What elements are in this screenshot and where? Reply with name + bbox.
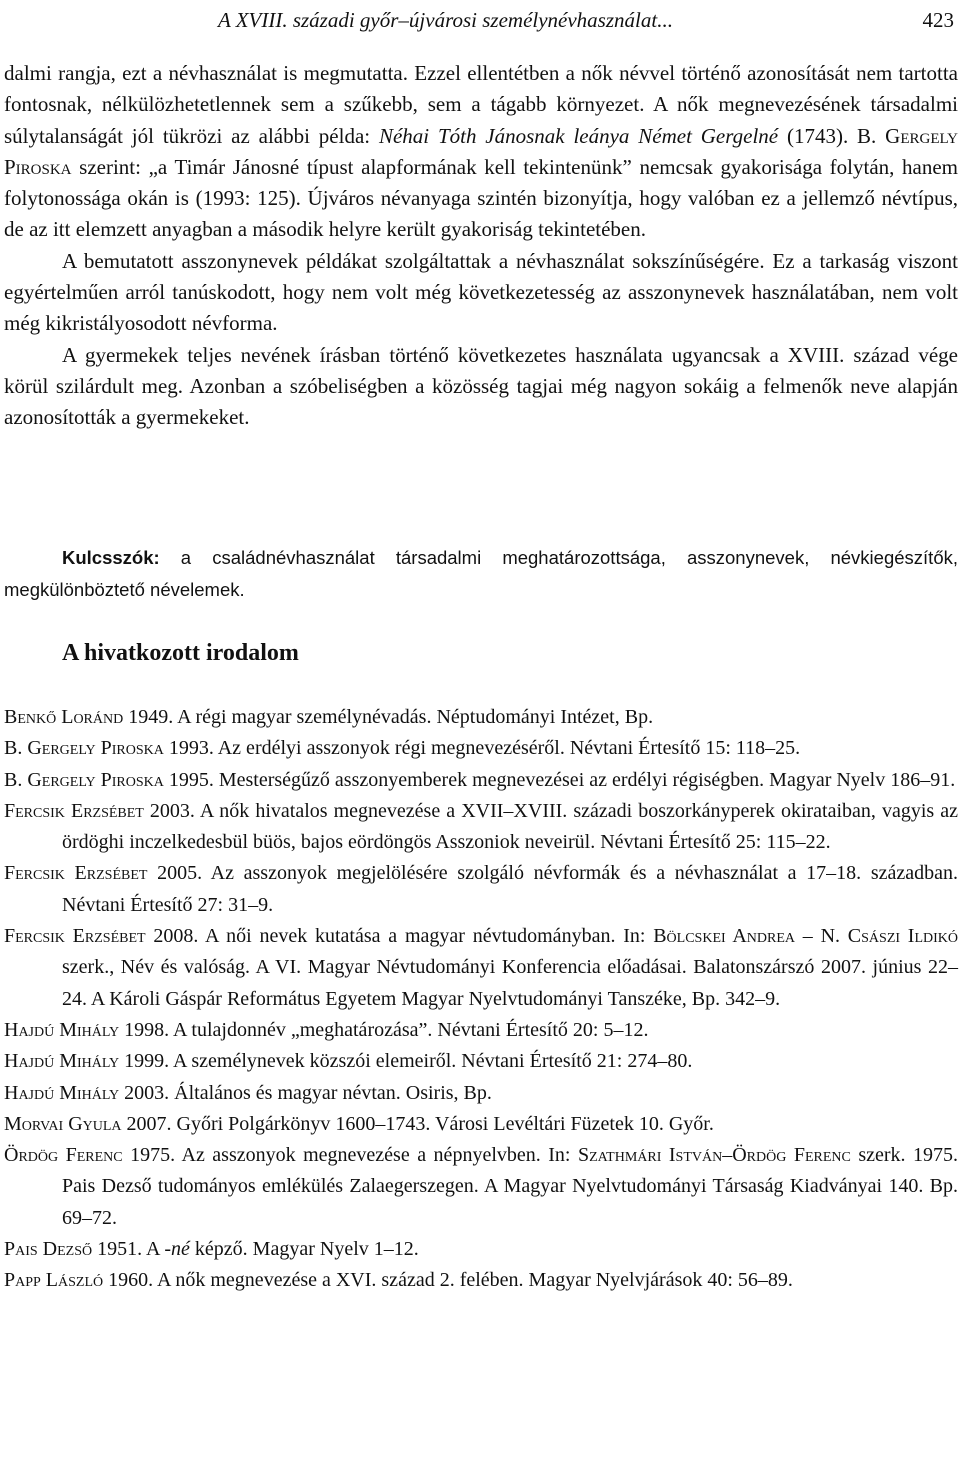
- paragraph: [4, 246, 958, 340]
- reference-entry: [4, 858, 958, 921]
- text-segment: szerk. 1975. Pais Dezső tudományos emlékülés Zalaegerszegen. A Magyar Nyelvtudományi Társaság Kiadványai 140. Bp. 69–72.: [62, 1144, 959, 1229]
- text-segment: – N.: [795, 925, 848, 948]
- italic-text: Néhai Tóth Jánosnak leánya Német Gergelné: [378, 123, 779, 148]
- author-name: Gergely Piroska: [27, 768, 164, 791]
- text-segment: szerk., Név és valóság. A VI. Magyar Névtudományi Konferencia előadásai. Balatonszárszó 2007. június 22–24. A Károli Gáspár Református Egyetem Magyar Nyelvtudományi Tanszéke, Bp. 342–9.: [62, 956, 958, 1010]
- author-name: Hajdú Mihály: [4, 1018, 120, 1041]
- author-name: Benkő Loránd: [4, 706, 124, 728]
- author-name: Fercsik Erzsébet: [4, 862, 148, 885]
- text-segment: 1993. Az erdélyi asszonyok régi megnevezéséről. Névtani Értesítő 15: 118–25.: [163, 737, 801, 760]
- page-number: 423: [922, 8, 954, 32]
- body-text: [4, 58, 958, 434]
- author-name: Fercsik Erzsébet: [4, 925, 146, 948]
- author-name: Gergely Piroska: [4, 123, 958, 179]
- author-name: Bölcskei Andrea: [653, 925, 796, 948]
- text-segment: B.: [4, 768, 28, 791]
- keywords-label: Kulcsszók:: [62, 547, 160, 568]
- text-segment: dalmi rangja, ezt a névhasználat is megmutatta. Ezzel ellentétben a nők névvel történő azonosítását nem tartotta fontosnak, nélkülözhetetlennek sem a szűkebb, sem a tágabb környezet. A nők megnevezésének társadalmi súlytalanságát jól tükrözi az alábbi példa:: [4, 61, 958, 148]
- text-segment: képző. Magyar Nyelv 1–12.: [189, 1238, 419, 1261]
- text-segment: 2005. Az asszonyok megjelölésére szolgáló névformák és a névhasználat a 17–18. században. Névtani Értesítő 27: 31–9.: [62, 862, 958, 916]
- text-segment: 2007. Győri Polgárkönyv 1600–1743. Városi Levéltári Füzetek 10. Győr.: [121, 1112, 714, 1135]
- reference-entry: [4, 1015, 958, 1046]
- reference-entry: [4, 921, 958, 1015]
- keywords-block: [4, 542, 958, 606]
- author-name: Morvai Gyula: [4, 1112, 122, 1135]
- paragraph: [4, 340, 958, 434]
- author-name: Fercsik Erzsébet: [4, 799, 144, 822]
- text-segment: 1999. A személynevek közszói elemeiről. Névtani Értesítő 21: 274–80.: [119, 1050, 693, 1073]
- reference-entry: [4, 1078, 958, 1109]
- text-segment: 1949. A régi magyar személynévadás. Néptudományi Intézet, Bp.: [123, 706, 654, 728]
- reference-entry: [4, 1140, 958, 1234]
- reference-entry: [4, 1265, 958, 1296]
- text-segment: 2003. Általános és magyar névtan. Osiris, Bp.: [119, 1081, 492, 1104]
- text-segment: A gyermekek teljes nevének írásban történő következetes használata ugyancsak a XVIII. század vége körül szilárdult meg. Azonban a szóbeliségben a közösség tagjai még nagyon sokáig a felmenők neve alapján azonosították a gyermekeket.: [4, 342, 958, 430]
- text-segment: 1960. A nők megnevezése a XVI. század 2. felében. Magyar Nyelvjárások 40: 56–89.: [103, 1269, 793, 1292]
- reference-entry: [4, 765, 958, 796]
- text-segment: szerint: „a Timár Jánosné típust alapformának kell tekintenünk” nemcsak gyakorisága folytán, hanem folytonossága okán is (1993: 125). Újváros névanyaga szintén bizonyítja, hogy valóban ez a jellemző névtípus, de az itt elemzett anyagban a második helyre került gyakoriság tekintetében.: [4, 154, 958, 242]
- reference-list: [4, 702, 958, 1297]
- author-name: Hajdú Mihály: [4, 1050, 120, 1073]
- text-segment: (1743). B.: [778, 123, 886, 148]
- italic-text: -né: [164, 1238, 190, 1261]
- reference-entry: [4, 1046, 958, 1077]
- author-name: Császi Ildikó: [847, 925, 959, 948]
- author-name: Szathmári István: [577, 1144, 723, 1167]
- text-segment: 1998. A tulajdonnév „meghatározása”. Névtani Értesítő 20: 5–12.: [119, 1018, 649, 1041]
- author-name: Pais Dezső: [4, 1238, 93, 1261]
- reference-entry: [4, 1109, 958, 1140]
- text-segment: 2008. A női nevek kutatása a magyar névtudományban. In:: [145, 925, 654, 948]
- reference-entry: [4, 733, 958, 764]
- text-segment: A bemutatott asszonynevek példákat szolgáltattak a névhasználat sokszínűségére. Ez a tarkaság viszont egyértelműen arról tanúskodott, hogy nem volt még következetesség az asszonynevek használatában, nem volt még kikristályosodott névforma.: [4, 248, 958, 336]
- author-name: Ördög Ferenc: [732, 1144, 851, 1167]
- author-name: Gergely Piroska: [27, 737, 164, 760]
- running-title: A XVIII. századi győr–újvárosi személynévhasználat...: [218, 8, 673, 32]
- references-title: A hivatkozott irodalom: [62, 640, 299, 666]
- text-segment: –: [722, 1144, 733, 1167]
- text-segment: B.: [4, 737, 28, 760]
- author-name: Hajdú Mihály: [4, 1081, 120, 1104]
- paragraph: [4, 58, 958, 246]
- running-header: [0, 4, 960, 36]
- author-name: Papp László: [4, 1269, 104, 1292]
- text-segment: 2003. A nők hivatalos megnevezése a XVII–XVIII. századi boszorkányperek okirataiban, vagyis az ördöghi inczelkedesbül büös, bajos eördöngös Asszoniok neveirül. Névtani Értesítő 25: 115–22.: [62, 799, 958, 854]
- author-name: Ördög Ferenc: [4, 1144, 123, 1167]
- reference-entry: [4, 1234, 958, 1265]
- keywords-text: a családnévhasználat társadalmi meghatározottsága, asszonynevek, névkiegészítők, megkülönböztető névelemek.: [4, 547, 958, 600]
- text-segment: 1975. Az asszonyok megnevezése a népnyelvben. In:: [122, 1144, 578, 1167]
- reference-entry: [4, 702, 958, 733]
- reference-entry: [4, 796, 958, 859]
- text-segment: 1951. A: [92, 1238, 165, 1261]
- text-segment: 1995. Mesterségűző asszonyemberek megnevezései az erdélyi régiségben. Magyar Nyelv 186–91.: [163, 768, 956, 791]
